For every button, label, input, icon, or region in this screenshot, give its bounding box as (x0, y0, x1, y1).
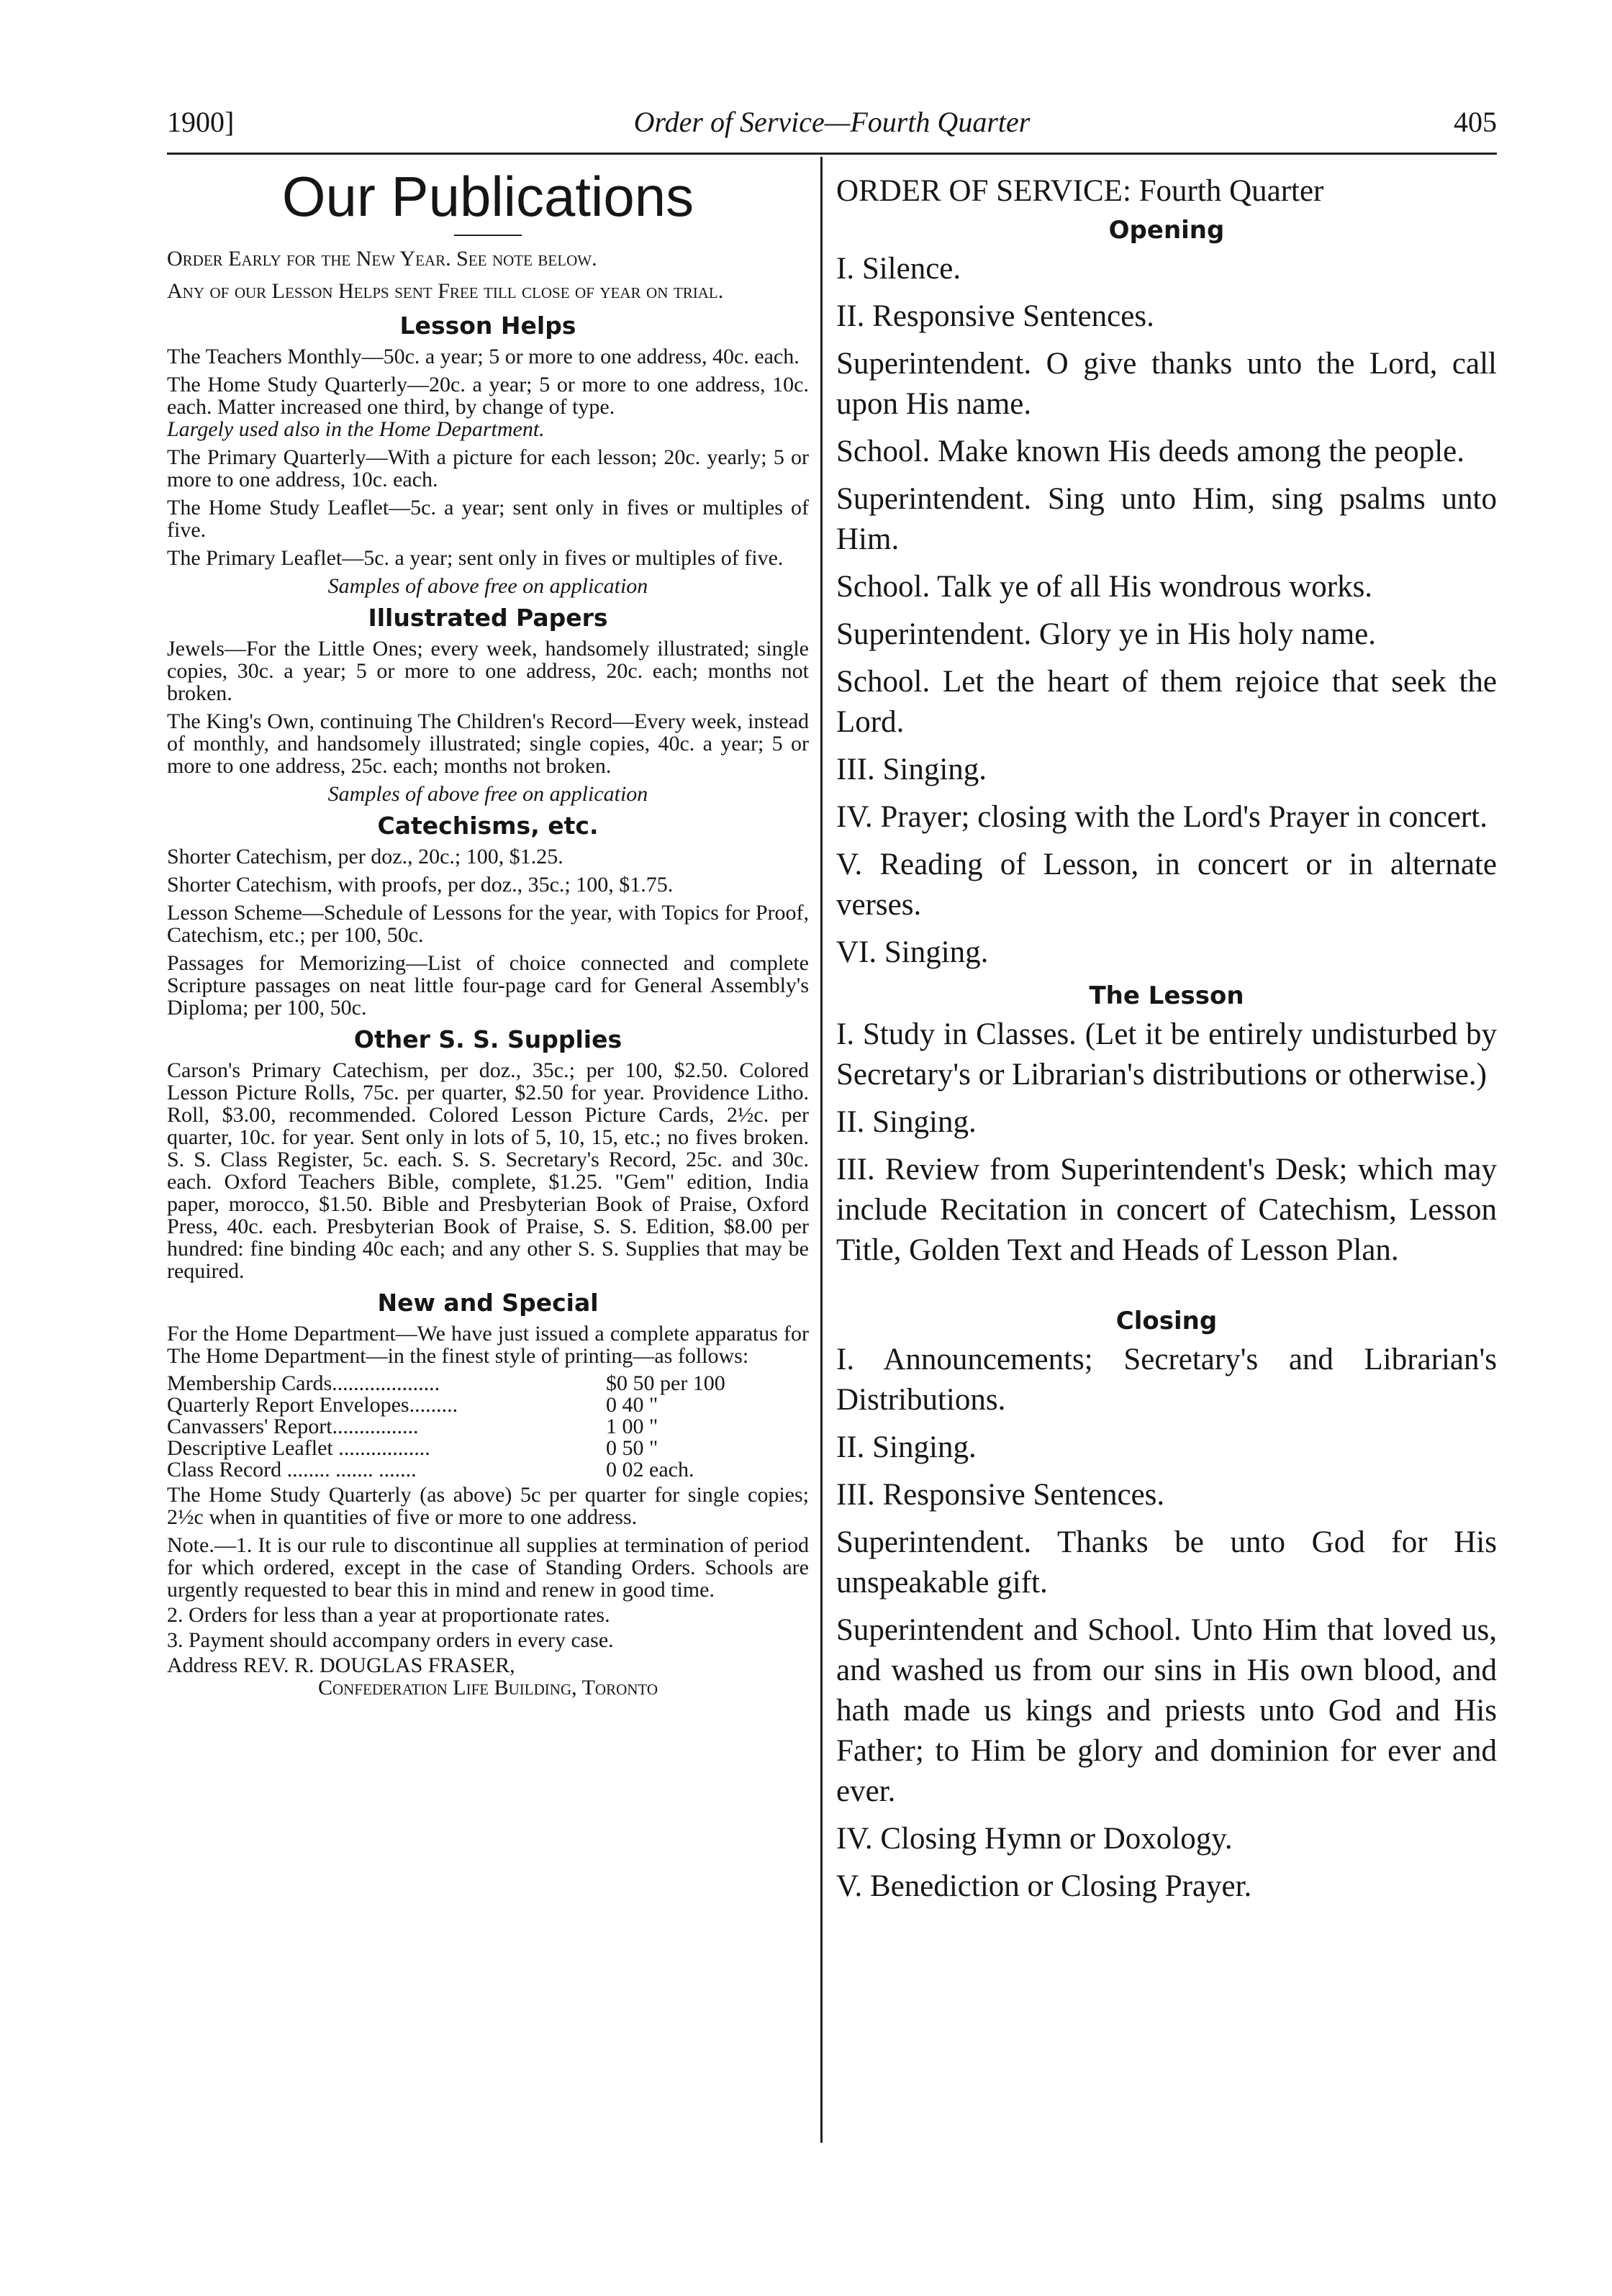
order-early-note: Order Early for the New Year. See note below. (167, 247, 597, 271)
price-row (167, 1373, 728, 1394)
other-supplies-text: Carson's Primary Catechism, per doz., 35c.; per 100, $2.50. Colored Lesson Picture Rolls, 75c. per quarter, $2.50 for year. Providence Litho. Roll, $3.00, recommended. Colored Lesson Picture Cards, 2½c. per quarter, 10c. for year. Sent only in lots of 5, 10, 15, etc.; no fives broken. S. S. Class Register, 5c. each. S. S. Secretary's Record, 25c. and 30c. each. Oxford Teachers Bible, complete, $1.25. "Gem" edition, India paper, morocco, $1.50. Bible and Presbyterian Book of Praise, Oxford Press, 40c. each. Presbyterian Book of Praise, S. S. Edition, $8.00 per hundred: fine binding 40c each; and any other S. S. Supplies that may be required. (167, 1058, 809, 1283)
catechism-item: Shorter Catechism, with proofs, per doz., 35c.; 100, $1.75. (167, 873, 674, 897)
price-item: Quarterly Report Envelopes......... (167, 1393, 458, 1417)
price-item: Descriptive Leaflet ................. (167, 1436, 430, 1460)
service-line: IV. Prayer; closing with the Lord's Prayer in concert. (836, 800, 1488, 834)
service-line: I. Study in Classes. (Let it be entirely undisturbed by Secretary's or Librarian's distributions or otherwise.) (836, 1017, 1497, 1092)
order-of-service-title: ORDER OF SERVICE: Fourth Quarter (836, 174, 1324, 208)
catechism-item: Shorter Catechism, per doz., 20c.; 100, $1.25. (167, 845, 563, 868)
service-line: III. Responsive Sentences. (836, 1478, 1165, 1512)
service-line: III. Singing. (836, 753, 987, 786)
service-line: V. Reading of Lesson, in concert or in alternate verses. (836, 848, 1497, 922)
address-line: Confederation Life Building, Toronto (317, 1676, 658, 1700)
running-head (167, 105, 1497, 151)
service-line: III. Review from Superintendent's Desk; which may include Recitation in concert of Catechism, Lesson Title, Golden Text and Heads of Lesson Plan. (836, 1153, 1497, 1267)
new-special-heading: New and Special (377, 1289, 599, 1317)
opening-heading: Opening (1108, 216, 1225, 245)
lesson-help-item: Largely used also in the Home Department. (167, 417, 545, 441)
home-department-intro: For the Home Department—We have just issued a complete apparatus for The Home Department—in the finest style of printing—as follows: (167, 1322, 809, 1368)
samples-note: Samples of above free on application (327, 574, 648, 598)
price-item: Class Record ........ ....... ....... (167, 1458, 417, 1481)
price-row (167, 1438, 728, 1459)
year-label: 1900] (167, 106, 235, 138)
price-value: 0 50 " (606, 1436, 658, 1460)
service-line: IV. Closing Hymn or Doxology. (836, 1822, 1233, 1856)
samples-note: Samples of above free on application (327, 782, 648, 806)
note-item: 3. Payment should accompany orders in every case. (167, 1628, 614, 1652)
catechism-item: Passages for Memorizing—List of choice connected and complete Scripture passages on neat little four-page card for General Assembly's Diploma; per 100, 50c. (167, 951, 809, 1020)
lesson-heading: The Lesson (1089, 981, 1244, 1010)
lesson-help-item: The Primary Leaflet—5c. a year; sent only in fives or multiples of five. (167, 546, 784, 570)
price-value: 1 00 " (606, 1415, 658, 1438)
publications-title: Our Publications (281, 165, 694, 228)
price-list (167, 1373, 728, 1481)
note-item: 2. Orders for less than a year at proportionate rates. (167, 1603, 610, 1627)
address-line: Address REV. R. DOUGLAS FRASER, (167, 1653, 515, 1677)
service-line: VI. Singing. (836, 935, 989, 969)
service-line: Superintendent. O give thanks unto the Lord, call upon His name. (836, 347, 1497, 421)
paper-item: Jewels—For the Little Ones; every week, handsomely illustrated; single copies, 30c. a year; 5 or more to one address, 20c. each; months not broken. (167, 637, 809, 705)
lesson-help-item: The Primary Quarterly—With a picture for each lesson; 20c. yearly; 5 or more to one address, 10c. each. (167, 445, 809, 491)
page-number: 405 (1454, 106, 1497, 138)
closing-heading: Closing (1115, 1307, 1218, 1335)
price-item: Membership Cards.................... (167, 1371, 440, 1395)
lesson-help-item: The Home Study Leaflet—5c. a year; sent only in fives or multiples of five. (167, 496, 809, 542)
lesson-help-item: The Home Study Quarterly—20c. a year; 5 or more to one address, 10c. each. Matter increased one third, by change of type. (167, 373, 809, 419)
service-line: V. Benediction or Closing Prayer. (836, 1869, 1252, 1903)
header-rule (167, 153, 1497, 155)
price-row (167, 1459, 728, 1481)
catechism-item: Lesson Scheme—Schedule of Lessons for the year, with Topics for Proof, Catechism, etc.; per 100, 50c. (167, 901, 809, 947)
running-title: Order of Service—Fourth Quarter (633, 106, 1031, 138)
price-row (167, 1416, 728, 1438)
service-line: Superintendent. Sing unto Him, sing psalms unto Him. (836, 482, 1497, 556)
service-line: School. Talk ye of all His wondrous works. (836, 570, 1373, 604)
section-gap (836, 1278, 1497, 1302)
other-supplies-heading: Other S. S. Supplies (353, 1025, 622, 1053)
price-row (167, 1394, 728, 1416)
price-value: 0 02 each. (606, 1458, 694, 1481)
free-trial-note: Any of our Lesson Helps sent Free till close of year on trial. (167, 279, 724, 303)
service-line: Superintendent. Thanks be unto God for His unspeakable gift. (836, 1525, 1497, 1600)
catechisms-heading: Catechisms, etc. (377, 812, 599, 840)
service-line: II. Singing. (836, 1430, 977, 1464)
title-rule (454, 235, 522, 236)
note-item: Note.—1. It is our rule to discontinue all supplies at termination of period for which ordered, except in the case of Standing Orders. Schools are urgently requested to bear this in mind and renew in good time. (167, 1533, 809, 1602)
illustrated-papers-heading: Illustrated Papers (368, 604, 608, 632)
service-line: School. Make known His deeds among the people. (836, 435, 1464, 468)
service-line: I. Announcements; Secretary's and Librarian's Distributions. (836, 1343, 1497, 1417)
column-divider (820, 157, 823, 2143)
order-of-service-column (836, 171, 1497, 1914)
lesson-help-item: The Teachers Monthly—50c. a year; 5 or more to one address, 40c. each. (167, 345, 800, 368)
service-line: School. Let the heart of them rejoice that seek the Lord. (836, 665, 1497, 739)
price-item: Canvassers' Report................ (167, 1415, 419, 1438)
service-line: II. Singing. (836, 1105, 977, 1139)
publications-column (167, 165, 809, 1699)
price-value: 0 40 " (606, 1393, 658, 1417)
service-line: Superintendent and School. Unto Him that loved us, and washed us from our sins in His own blood, and hath made us kings and priests unto God and His Father; to Him be glory and dominion for ever and ever. (836, 1613, 1497, 1808)
service-line: II. Responsive Sentences. (836, 299, 1154, 333)
paper-item: The King's Own, continuing The Children's Record—Every week, instead of monthly, and handsomely illustrated; single copies, 40c. a year; 5 or more to one address, 25c. each; months not broken. (167, 709, 809, 778)
service-line: Superintendent. Glory ye in His holy name. (836, 617, 1376, 651)
service-line: I. Silence. (836, 252, 961, 286)
lesson-helps-heading: Lesson Helps (399, 312, 576, 340)
quarterly-price-note: The Home Study Quarterly (as above) 5c per quarter for single copies; 2½c when in quantities of five or more to one address. (167, 1483, 809, 1529)
price-value: $0 50 per 100 (606, 1371, 725, 1395)
